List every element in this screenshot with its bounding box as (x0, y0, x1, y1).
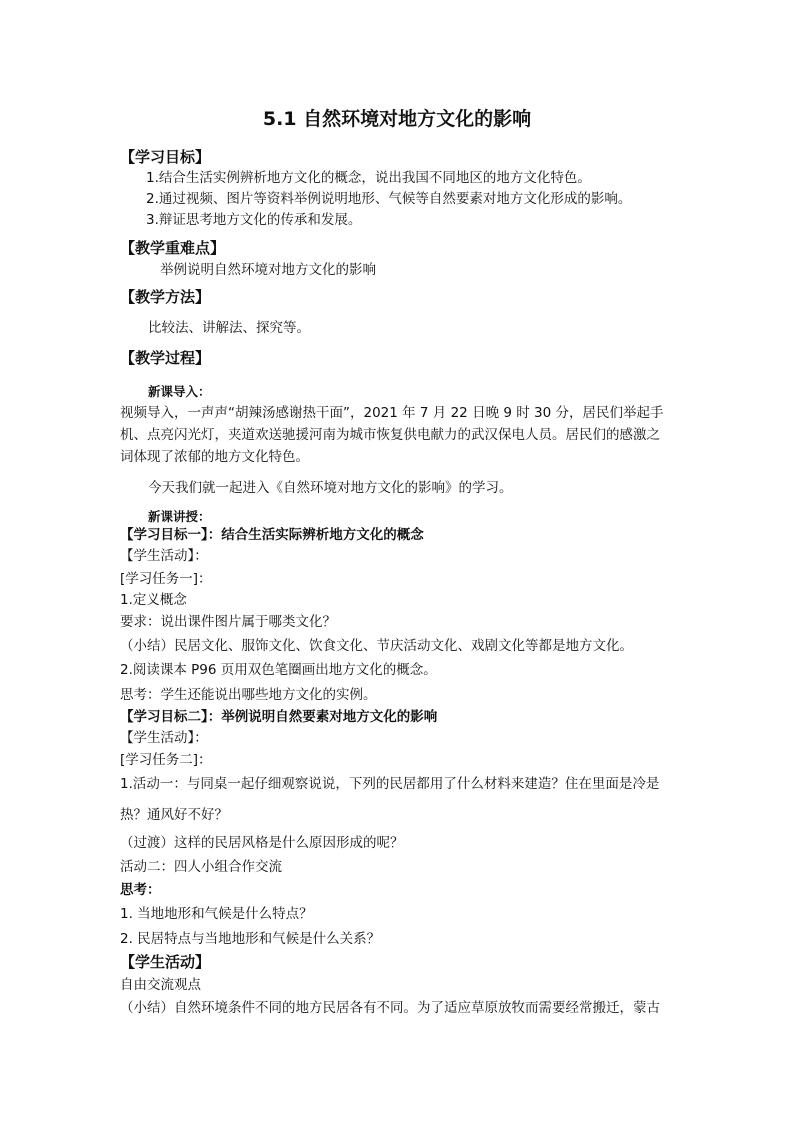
list-item: 1.定义概念 (120, 592, 187, 608)
section-heading-objectives: 【学习目标】 (120, 148, 211, 166)
task-one-label: [学习任务一]： (120, 571, 212, 587)
subheading-lecture: 新课讲授： (148, 509, 211, 524)
paragraph-line: 视频导入，一声声“胡辣汤感谢热干面”，2021 年 7 月 22 日晚 9 时 30 分，居民们举起手 (120, 405, 664, 421)
list-item: 2.阅读课本 P96 页用双色笔圈画出地方文化的概念。 (120, 662, 437, 678)
paragraph-line: 今天我们就一起进入《自然环境对地方文化的影响》的学习。 (148, 480, 513, 496)
summary-text: （小结）民居文化、服饰文化、饮食文化、节庆活动文化、戏剧文化等都是地方文化。 (120, 638, 633, 654)
think-label: 思考： (120, 882, 161, 898)
activity-one-text: 1.活动一：与同桌一起仔细观察说说，下列的民居都用了什么材料来建造？住在里面是冷是 (120, 776, 660, 792)
subheading-intro: 新课导入： (148, 384, 211, 399)
student-activity-label: 【学生活动】： (120, 548, 208, 564)
document-title: 5.1 自然环境对地方文化的影响 (262, 108, 532, 130)
activity-two-text: 活动二：四人小组合作交流 (120, 859, 282, 875)
question-item: 1. 当地地形和气候是什么特点？ (120, 906, 313, 922)
objective-item: 2.通过视频、图片等资料举例说明地形、气候等自然要素对地方文化形成的影响。 (146, 191, 632, 207)
paragraph-line: 词体现了浓郁的地方文化特色。 (120, 449, 309, 465)
objective-two-heading: 【学习目标二】：举例说明自然要素对地方文化的影响 (120, 709, 438, 725)
think-text: 思考：学生还能说出哪些地方文化的实例。 (120, 687, 377, 703)
activity-one-text: 热？通风好不好？ (120, 807, 228, 823)
task-two-label: [学习任务二]： (120, 752, 212, 768)
section-heading-process: 【教学过程】 (120, 349, 211, 367)
section-heading-key-points: 【教学重难点】 (120, 239, 226, 257)
methods-text: 比较法、讲解法、探究等。 (148, 320, 310, 336)
summary-text: （小结）自然环境条件不同的地方民居各有不同。为了适应草原放牧而需要经常搬迁，蒙古 (120, 1000, 660, 1016)
section-heading-methods: 【教学方法】 (120, 288, 211, 306)
paragraph-line: 机、点亮闪光灯，夹道欢送驰援河南为城市恢复供电献力的武汉保电人员。居民们的感激之 (120, 427, 660, 443)
objective-item: 1.结合生活实例辨析地方文化的概念，说出我国不同地区的地方文化特色。 (146, 170, 591, 186)
student-activity-heading: 【学生活动】 (120, 953, 211, 971)
free-discussion-text: 自由交流观点 (120, 977, 201, 993)
key-point-text: 举例说明自然环境对地方文化的影响 (160, 262, 376, 278)
objective-one-heading: 【学习目标一】：结合生活实际辨析地方文化的概念 (120, 527, 424, 543)
list-item: 要求：说出课件图片属于哪类文化？ (120, 614, 336, 630)
question-item: 2. 民居特点与当地地形和气候是什么关系？ (120, 931, 381, 947)
objective-item: 3.辩证思考地方文化的传承和发展。 (146, 212, 362, 228)
transition-text: （过渡）这样的民居风格是什么原因形成的呢？ (120, 835, 404, 851)
student-activity-label: 【学生活动】： (120, 730, 208, 746)
